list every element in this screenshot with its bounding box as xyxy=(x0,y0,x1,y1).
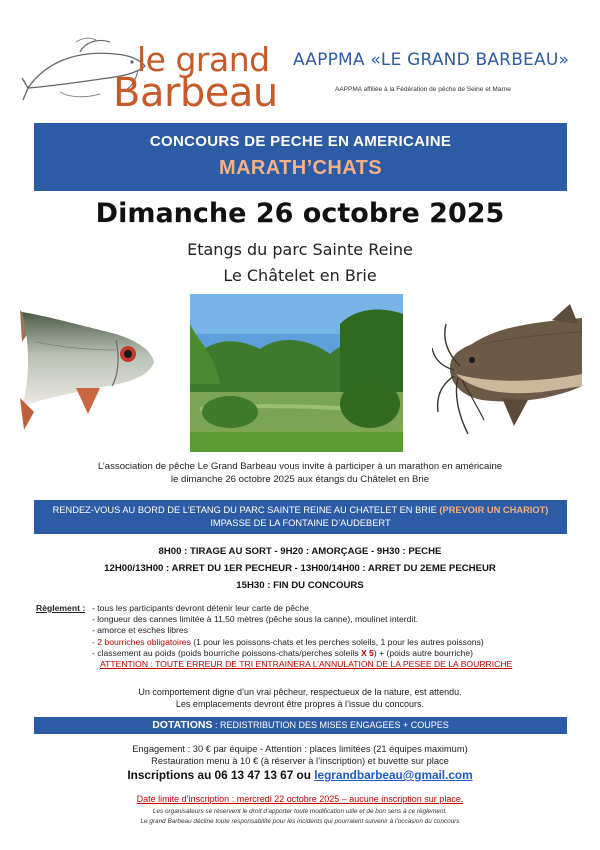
rule-item xyxy=(92,648,582,659)
event-place-2: Le Châtelet en Brie xyxy=(223,266,377,285)
contact-email-link[interactable]: legrandbarbeau@gmail.com xyxy=(314,768,473,782)
registration-deadline: Date limite d’inscription : mercredi 22 octobre 2025 – aucune inscription sur place. xyxy=(136,794,464,804)
dotations-banner xyxy=(34,717,567,734)
rule-item: - tous les participants devront détenir leur carte de pêche xyxy=(92,603,309,613)
engagement-line-2: Restauration menu à 10 € (à réserver à l’inscription) et buvette sur place xyxy=(151,756,449,766)
rendezvous-text: RENDEZ-VOUS AU BORD DE L’ETANG DU PARC SAINTE REINE AU CHATELET EN BRIE xyxy=(52,505,437,515)
schedule-line-1: 8H00 : TIRAGE AU SORT - 9H20 : AMORÇAGE - 9H30 : PECHE xyxy=(158,546,442,557)
dotations-text: : REDISTRIBUTION DES MISES ENGAGEES + COUPES xyxy=(212,720,449,730)
event-date: Dimanche 26 octobre 2025 xyxy=(95,198,505,229)
behaviour-text xyxy=(0,686,600,710)
rule-item xyxy=(92,637,582,648)
contact-line xyxy=(0,768,600,782)
catfish-icon xyxy=(432,304,587,444)
rules-label: Règlement : xyxy=(36,603,86,613)
brand-line-1: le grand xyxy=(137,40,270,79)
title-banner xyxy=(34,123,567,191)
brand-line-2: Barbeau xyxy=(113,70,278,116)
intro-line-1: L’association de pêche Le Grand Barbeau vous invite à participer à un marathon en américaine xyxy=(97,461,503,472)
event-place-1: Etangs du parc Sainte Reine xyxy=(187,240,413,259)
org-title: AAPPMA «LE GRAND BARBEAU» xyxy=(293,50,570,70)
roach-fish-icon xyxy=(16,302,156,432)
footer-line-2: Le grand Barbeau décline toute responsabilité pour les incidents qui pourraient survenir à l’occasion du concours xyxy=(140,818,460,825)
rendezvous-highlight: (PREVOIR UN CHARIOT) xyxy=(439,505,549,515)
rules-attention: ATTENTION : TOUTE ERREUR DE TRI ENTRAINERA L’ANNULATION DE LA PESEE DE LA BOURRICHE xyxy=(100,659,513,670)
rule-item: - amorce et esches libres xyxy=(92,625,188,636)
rule-item-highlight: - 2 bourriches obligatoires xyxy=(92,636,191,647)
dotations-title: DOTATIONS xyxy=(152,719,213,731)
rule-item: - longueur des cannes limitée à 11,50 mètres (pêche sous la canne), moulinet interdit. xyxy=(92,614,419,625)
contest-type: CONCOURS DE PECHE EN AMERICAINE xyxy=(149,133,452,150)
intro-text xyxy=(30,460,570,486)
behaviour-line-2: Les emplacements devront être propres à l’issue du concours. xyxy=(175,699,425,709)
pond-photo xyxy=(190,294,403,452)
behaviour-line-1: Un comportement digne d’un vrai pêcheur, respectueux de la nature, est attendu. xyxy=(138,687,462,697)
schedule-line-2: 12H00/13H00 : ARRET DU 1ER PECHEUR - 13H00/14H00 : ARRET DU 2EME PECHEUR xyxy=(104,563,496,574)
rendezvous-address: IMPASSE DE LA FONTAINE D’AUDEBERT xyxy=(210,518,391,528)
intro-line-2: le dimanche 26 octobre 2025 aux étangs du Châtelet en Brie xyxy=(170,474,430,485)
logo xyxy=(20,28,280,116)
engagement-line-1: Engagement : 30 € par équipe - Attention : places limitées (21 équipes maximum) xyxy=(132,744,468,754)
org-subtitle: AAPPMA affiliée à la Fédération de pêche de Seine et Marne xyxy=(335,86,511,93)
engagement-info xyxy=(0,743,600,767)
rendezvous-banner xyxy=(34,500,567,534)
rules-list xyxy=(92,603,582,670)
rule-item-part: - classement au poids (poids bourriche poissons-chats/perches soleils xyxy=(92,647,361,658)
schedule-line-3: 15H30 : FIN DU CONCOURS xyxy=(236,580,364,591)
rule-item-rest: (1 pour les poissons-chats et les perches soleils, 1 pour les autres poissons) xyxy=(190,636,484,647)
footer-line-1: Les organisateurs se réservent le droit d’apporter toute modification utile et de bon sens à ce règlement. xyxy=(152,808,448,815)
contact-text: Inscriptions au 06 13 47 13 67 ou xyxy=(127,768,315,782)
rule-multiplier: X 5 xyxy=(360,647,374,658)
rule-item-part: ) + (poids autre bourriche) xyxy=(373,647,473,658)
contest-name: MARATH’CHATS xyxy=(219,157,382,179)
